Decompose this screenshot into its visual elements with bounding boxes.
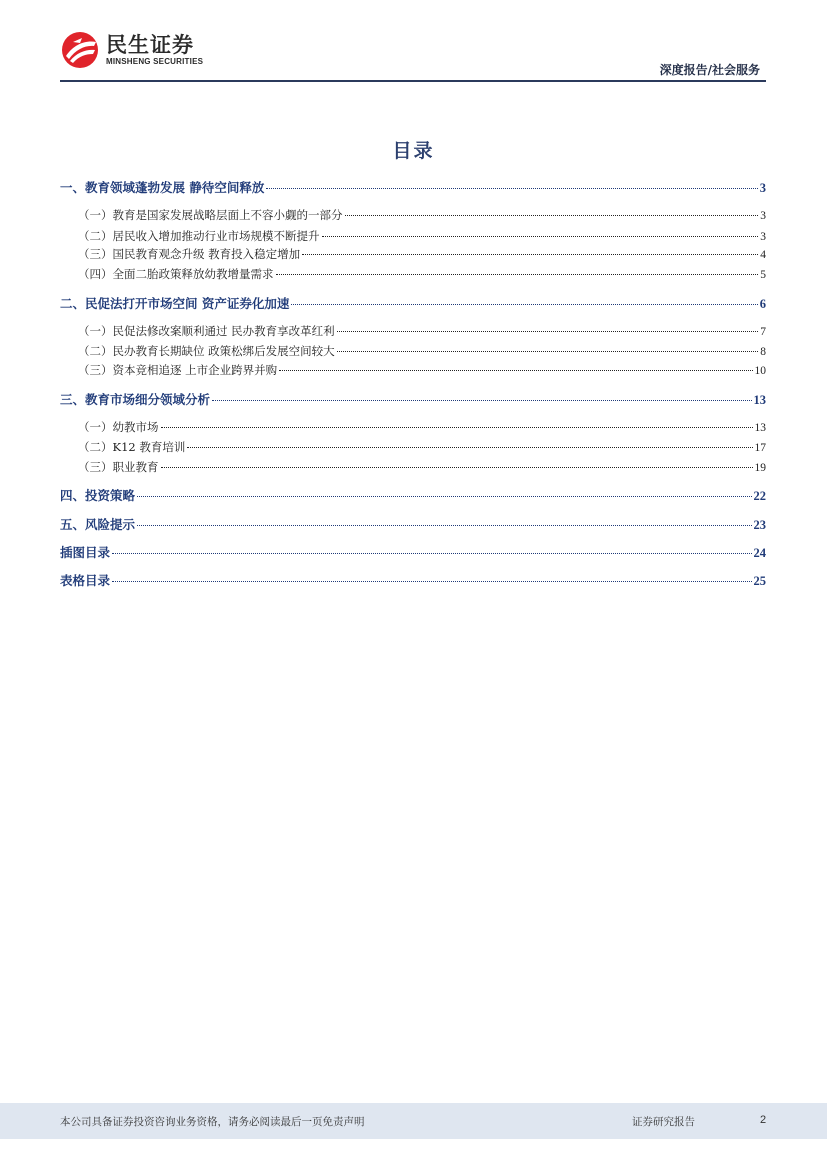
- toc-entry-page: 24: [753, 546, 766, 560]
- dot-leader: [337, 331, 759, 332]
- toc-entry-page: 23: [753, 518, 766, 532]
- toc-entry[interactable]: [60, 571, 766, 589]
- dot-leader: [266, 188, 757, 189]
- logo-english-text: MINSHENG SECURITIES: [106, 57, 204, 66]
- toc-entry-text: 五、风险提示: [60, 517, 136, 532]
- dot-leader: [302, 254, 758, 255]
- toc-entry[interactable]: [60, 178, 766, 196]
- toc-entry[interactable]: [60, 515, 766, 533]
- toc-entry-page: 25: [753, 574, 766, 588]
- toc-entry[interactable]: [60, 207, 766, 223]
- toc-entry[interactable]: [60, 228, 766, 244]
- dot-leader: [345, 215, 759, 216]
- toc-entry-text: （一）幼教市场: [78, 420, 159, 434]
- toc-entry-page: 3: [759, 181, 766, 195]
- footer-page-number: 2: [760, 1114, 767, 1126]
- toc-entry-text: （三）国民教育观念升级 教育投入稳定增加: [78, 247, 301, 261]
- toc-entry[interactable]: [60, 459, 766, 475]
- dot-leader: [276, 274, 759, 275]
- footer-disclaimer: 本公司具备证券投资咨询业务资格，请务必阅读最后一页免责声明: [60, 1116, 365, 1128]
- page-header: [0, 0, 827, 86]
- dot-leader: [161, 427, 753, 428]
- toc-entry-text: （一）教育是国家发展战略层面上不容小觑的一部分: [78, 208, 343, 222]
- dot-leader: [137, 496, 751, 497]
- toc-entry-text: 表格目录: [60, 573, 111, 588]
- dot-leader: [322, 236, 759, 237]
- toc-entry-text: 插图目录: [60, 545, 111, 560]
- dot-leader: [112, 581, 751, 582]
- toc-entry-text: （一）民促法修改案顺利通过 民办教育享改革红利: [78, 324, 335, 338]
- toc-entry-page: 13: [754, 422, 766, 434]
- toc-entry-text: （四）全面二胎政策释放幼教增量需求: [78, 267, 274, 281]
- dot-leader: [112, 553, 751, 554]
- header-divider: [60, 80, 766, 82]
- dot-leader: [161, 467, 753, 468]
- toc-entry[interactable]: [60, 439, 766, 455]
- dot-leader: [212, 400, 751, 401]
- toc-entry-text: （三）资本竞相追逐 上市企业跨界并购: [78, 363, 278, 377]
- toc-entry-text: 三、教育市场细分领域分析: [60, 392, 211, 407]
- minsheng-logo-icon: [60, 30, 100, 70]
- toc-entry-page: 5: [760, 269, 766, 281]
- toc-title: 目录: [392, 140, 435, 162]
- toc-entry-page: 19: [754, 462, 766, 474]
- toc-entry[interactable]: [60, 343, 766, 359]
- toc-entry-text: （二）民办教育长期缺位 政策松绑后发展空间较大: [78, 344, 335, 358]
- toc-entry-text: （二）居民收入增加推动行业市场规模不断提升: [78, 229, 320, 243]
- toc-entry-page: 17: [754, 442, 766, 454]
- toc-entry-page: 7: [760, 326, 766, 338]
- toc-entry-text: （二）K12 教育培训: [78, 440, 186, 454]
- toc-entry[interactable]: [60, 323, 766, 339]
- toc-entry-page: 13: [753, 393, 766, 407]
- toc-entry-text: 一、教育领域蓬勃发展 静待空间释放: [60, 180, 265, 195]
- toc-entry-page: 4: [760, 249, 766, 261]
- dot-leader: [187, 447, 752, 448]
- logo-chinese-text: 民生证券: [106, 33, 194, 57]
- toc-entry-page: 6: [759, 297, 766, 311]
- company-logo: [60, 30, 203, 70]
- toc-entry-page: 22: [753, 489, 766, 503]
- toc-entry-page: 3: [760, 210, 766, 222]
- report-category: 深度报告/社会服务: [659, 63, 760, 77]
- toc-entry[interactable]: [60, 390, 766, 408]
- footer-report-type: 证券研究报告: [632, 1116, 695, 1128]
- dot-leader: [279, 370, 752, 371]
- toc-entry[interactable]: [60, 266, 766, 282]
- toc-entry-page: 8: [760, 346, 766, 358]
- toc-entry[interactable]: [60, 294, 766, 312]
- toc-entry-page: 10: [754, 365, 766, 377]
- toc-entry-text: 二、民促法打开市场空间 资产证券化加速: [60, 296, 290, 311]
- toc-entry[interactable]: [60, 246, 766, 262]
- toc-entry[interactable]: [60, 419, 766, 435]
- toc-entry-text: （三）职业教育: [78, 460, 159, 474]
- toc-entry[interactable]: [60, 486, 766, 504]
- toc-entry-page: 3: [760, 231, 766, 243]
- toc-entry-text: 四、投资策略: [60, 488, 136, 503]
- toc-entry[interactable]: [60, 362, 766, 378]
- toc-entry[interactable]: [60, 543, 766, 561]
- dot-leader: [291, 304, 757, 305]
- page-footer: [0, 1103, 827, 1139]
- dot-leader: [337, 351, 759, 352]
- dot-leader: [137, 525, 751, 526]
